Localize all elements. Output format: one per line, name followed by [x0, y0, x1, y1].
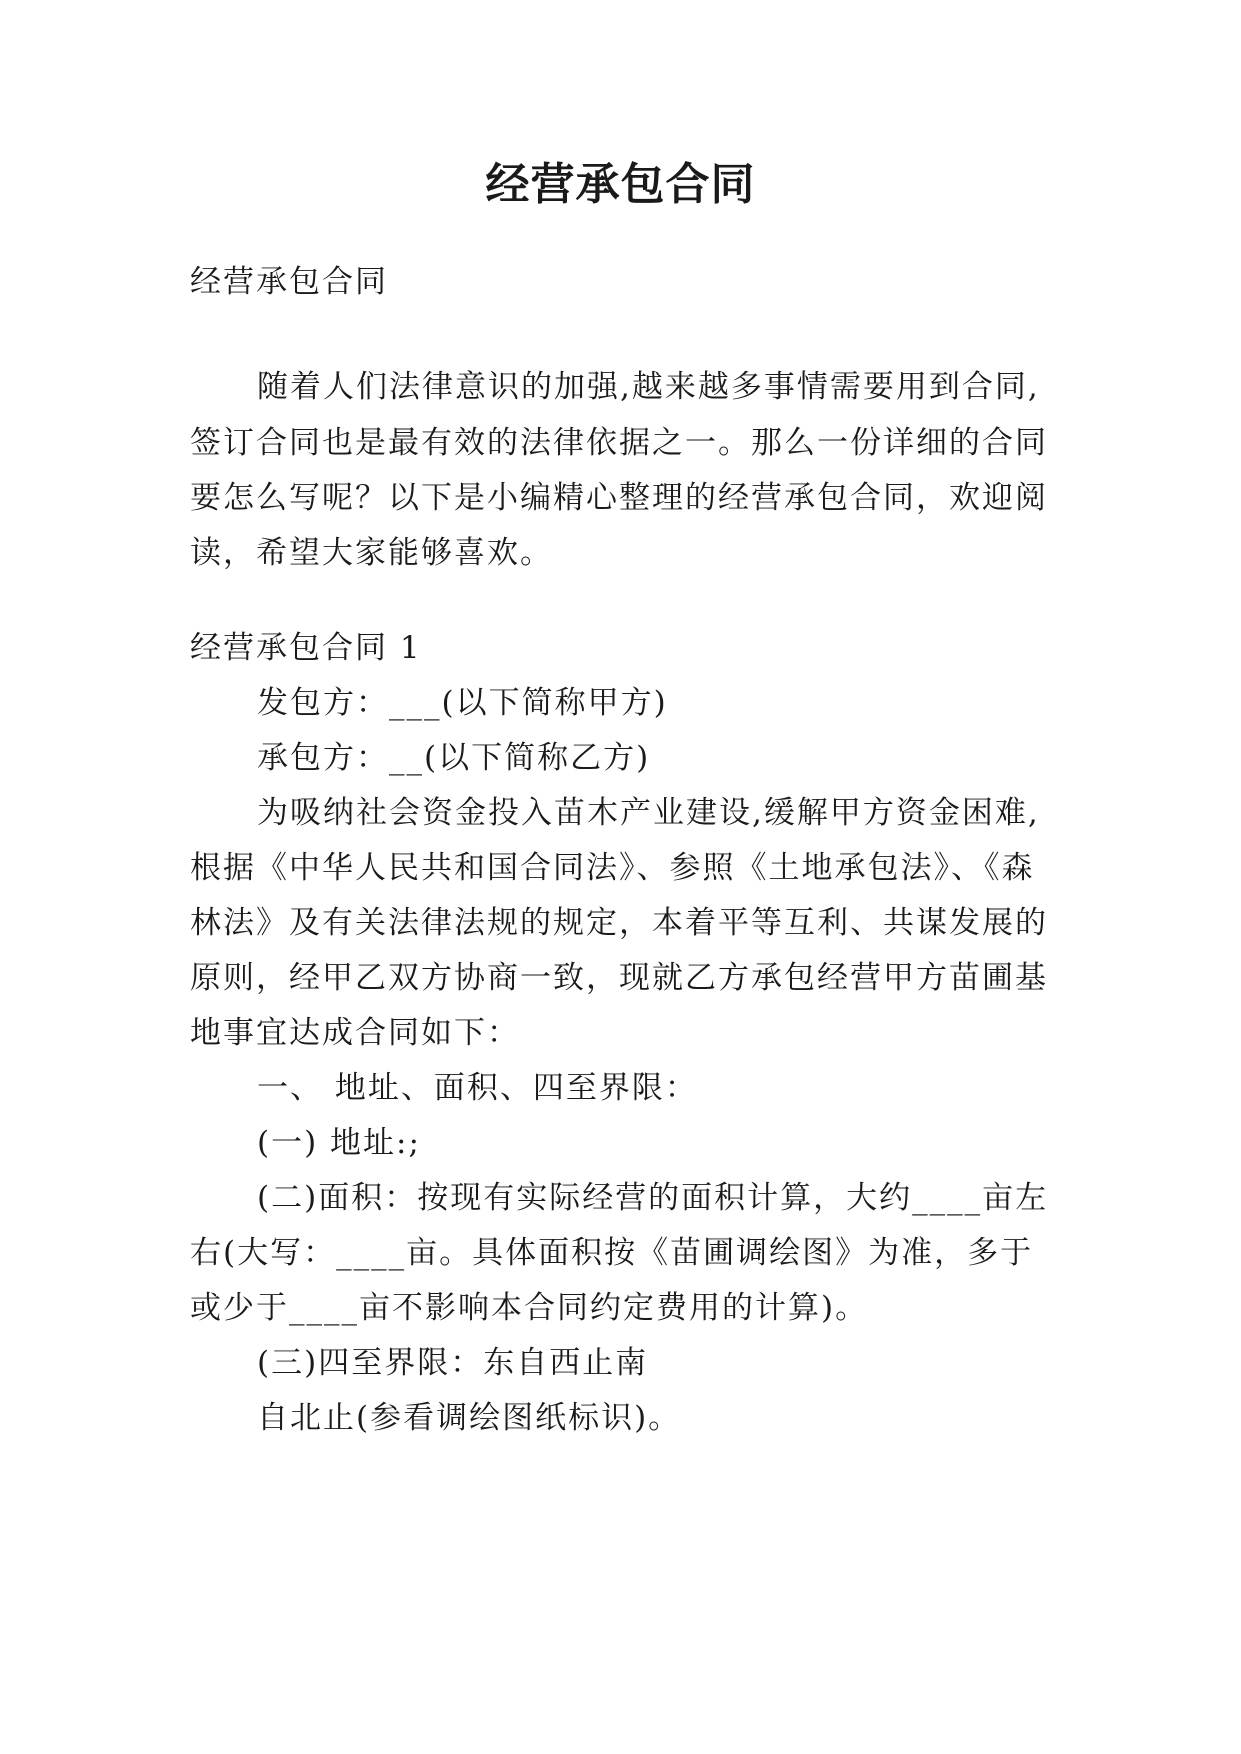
- preamble-line-4: 原则，经甲乙双方协商一致，现就乙方承包经营甲方苗圃基: [190, 960, 1048, 996]
- document-title: 经营承包合同: [485, 159, 756, 210]
- intro-line-2: 签订合同也是最有效的法律依据之一。那么一份详细的合同: [190, 425, 1048, 461]
- clause-1-3-continued: 自北止(参看调绘图纸标识)。: [257, 1400, 682, 1436]
- preamble-line-5: 地事宜达成合同如下：: [190, 1015, 520, 1051]
- party-b: 承包方：__(以下简称乙方): [257, 740, 651, 776]
- clause-1-heading: 一、 地址、面积、四至界限：: [257, 1070, 698, 1106]
- document-subtitle: 经营承包合同: [190, 264, 388, 300]
- clause-1-3: (三)四至界限：东自西止南: [257, 1345, 649, 1381]
- clause-1-2-line-2: 右(大写：____亩。具体面积按《苗圃调绘图》为准，多于: [190, 1235, 1034, 1271]
- clause-1-2-line-1: (二)面积：按现有实际经营的面积计算，大约____亩左: [257, 1180, 1049, 1216]
- section-heading: 经营承包合同 1: [190, 630, 422, 666]
- party-a: 发包方：___(以下简称甲方): [257, 685, 668, 721]
- intro-line-1: 随着人们法律意识的加强,越来越多事情需要用到合同,: [257, 369, 1040, 405]
- preamble-line-2: 根据《中华人民共和国合同法》、参照《土地承包法》、《森: [190, 850, 1035, 886]
- preamble-line-1: 为吸纳社会资金投入苗木产业建设,缓解甲方资金困难,: [257, 795, 1040, 831]
- preamble-line-3: 林法》及有关法律法规的规定，本着平等互利、共谋发展的: [190, 905, 1048, 941]
- intro-line-4: 读，希望大家能够喜欢。: [190, 535, 553, 571]
- intro-line-3: 要怎么写呢？以下是小编精心整理的经营承包合同，欢迎阅: [190, 480, 1048, 516]
- clause-1-1: (一) 地址:;: [257, 1125, 421, 1161]
- clause-1-2-line-3: 或少于____亩不影响本合同约定费用的计算)。: [190, 1290, 869, 1326]
